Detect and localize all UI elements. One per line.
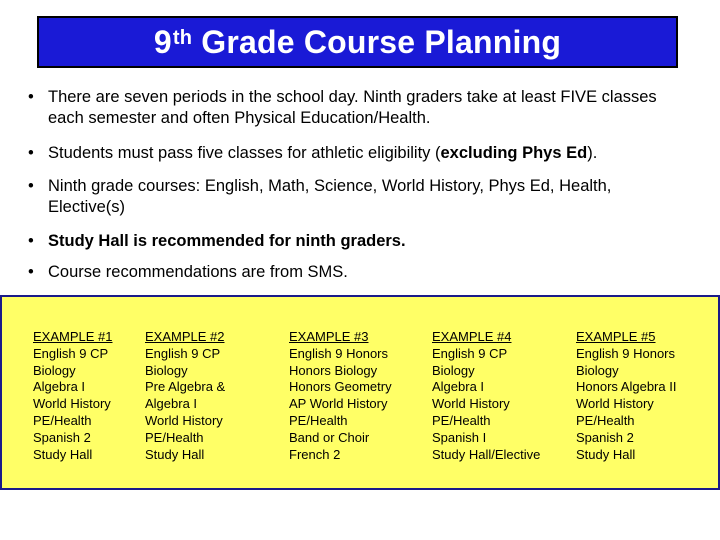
course-item: Algebra I (432, 379, 485, 395)
course-item: Biology (432, 362, 475, 378)
course-item: PE/Health (33, 412, 92, 428)
example-column-1 (33, 329, 113, 463)
bullet-text-bold: Study Hall is recommended for ninth graders. (48, 232, 406, 250)
course-item: English 9 CP (145, 345, 221, 361)
course-item: Spanish 2 (576, 429, 634, 445)
bullet-text: Ninth grade courses: English, Math, Science, World History, Phys Ed, Health, Elective(s) (48, 177, 612, 216)
bullet-eligibility (0, 143, 637, 164)
course-item: AP World History (289, 396, 388, 412)
title-text: Grade Course Planning (192, 23, 562, 60)
course-item: Pre Algebra & (145, 379, 226, 395)
bullet-text-bold: excluding Phys Ed (440, 144, 588, 162)
example-column-4 (432, 329, 540, 463)
course-item: French 2 (289, 446, 341, 462)
example-column-2 (145, 329, 225, 463)
course-item: World History (33, 396, 111, 412)
course-item: PE/Health (432, 412, 491, 428)
bullet-icon: • (28, 263, 34, 281)
bullet-icon: • (28, 144, 34, 162)
course-item: World History (145, 412, 223, 428)
course-item: Study Hall/Elective (432, 446, 541, 462)
course-item: Study Hall (145, 446, 205, 462)
course-item: Algebra I (145, 396, 198, 412)
course-item: English 9 Honors (576, 345, 675, 361)
example-heading: EXAMPLE #1 (33, 329, 113, 344)
course-item: Spanish I (432, 429, 487, 445)
course-item: PE/Health (289, 412, 348, 428)
course-item: English 9 CP (33, 345, 109, 361)
bullet-recommendations (0, 262, 388, 283)
course-item: Algebra I (33, 379, 86, 395)
title-superscript: th (172, 26, 193, 49)
bullet-text: There are seven periods in the school day. Ninth graders take at least FIVE classes each semester and often Physical Education/Health. (48, 88, 657, 127)
course-item: Honors Algebra II (576, 379, 677, 395)
bullet-courses (0, 176, 720, 218)
bullet-text: Course recommendations are from SMS. (48, 263, 348, 281)
page-title (37, 16, 678, 68)
example-column-5 (576, 329, 676, 463)
example-heading: EXAMPLE #4 (432, 329, 512, 344)
example-heading: EXAMPLE #3 (289, 329, 369, 344)
bullet-icon: • (28, 88, 34, 106)
title-number: 9 (153, 23, 172, 60)
examples-panel (0, 295, 720, 490)
bullet-icon: • (28, 232, 34, 250)
bullet-icon: • (28, 177, 34, 195)
course-item: Biology (33, 362, 76, 378)
course-item: Band or Choir (289, 429, 370, 445)
course-item: Study Hall (33, 446, 93, 462)
course-item: English 9 Honors (289, 345, 388, 361)
example-heading: EXAMPLE #5 (576, 329, 656, 344)
example-column-3 (289, 329, 392, 463)
course-item: Spanish 2 (33, 429, 91, 445)
course-item: PE/Health (145, 429, 204, 445)
example-heading: EXAMPLE #2 (145, 329, 225, 344)
bullet-text-post: ). (587, 144, 598, 162)
course-item: World History (432, 396, 510, 412)
course-item: Honors Geometry (289, 379, 392, 395)
bullet-text-pre: Students must pass five classes for athletic eligibility ( (48, 144, 441, 162)
course-item: World History (576, 396, 654, 412)
bullet-periods (0, 87, 720, 129)
course-item: Biology (145, 362, 188, 378)
course-item: Study Hall (576, 446, 636, 462)
course-item: Honors Biology (289, 362, 378, 378)
course-item: Biology (576, 362, 619, 378)
bullet-study-hall (0, 231, 446, 252)
course-item: PE/Health (576, 412, 635, 428)
course-item: English 9 CP (432, 345, 508, 361)
